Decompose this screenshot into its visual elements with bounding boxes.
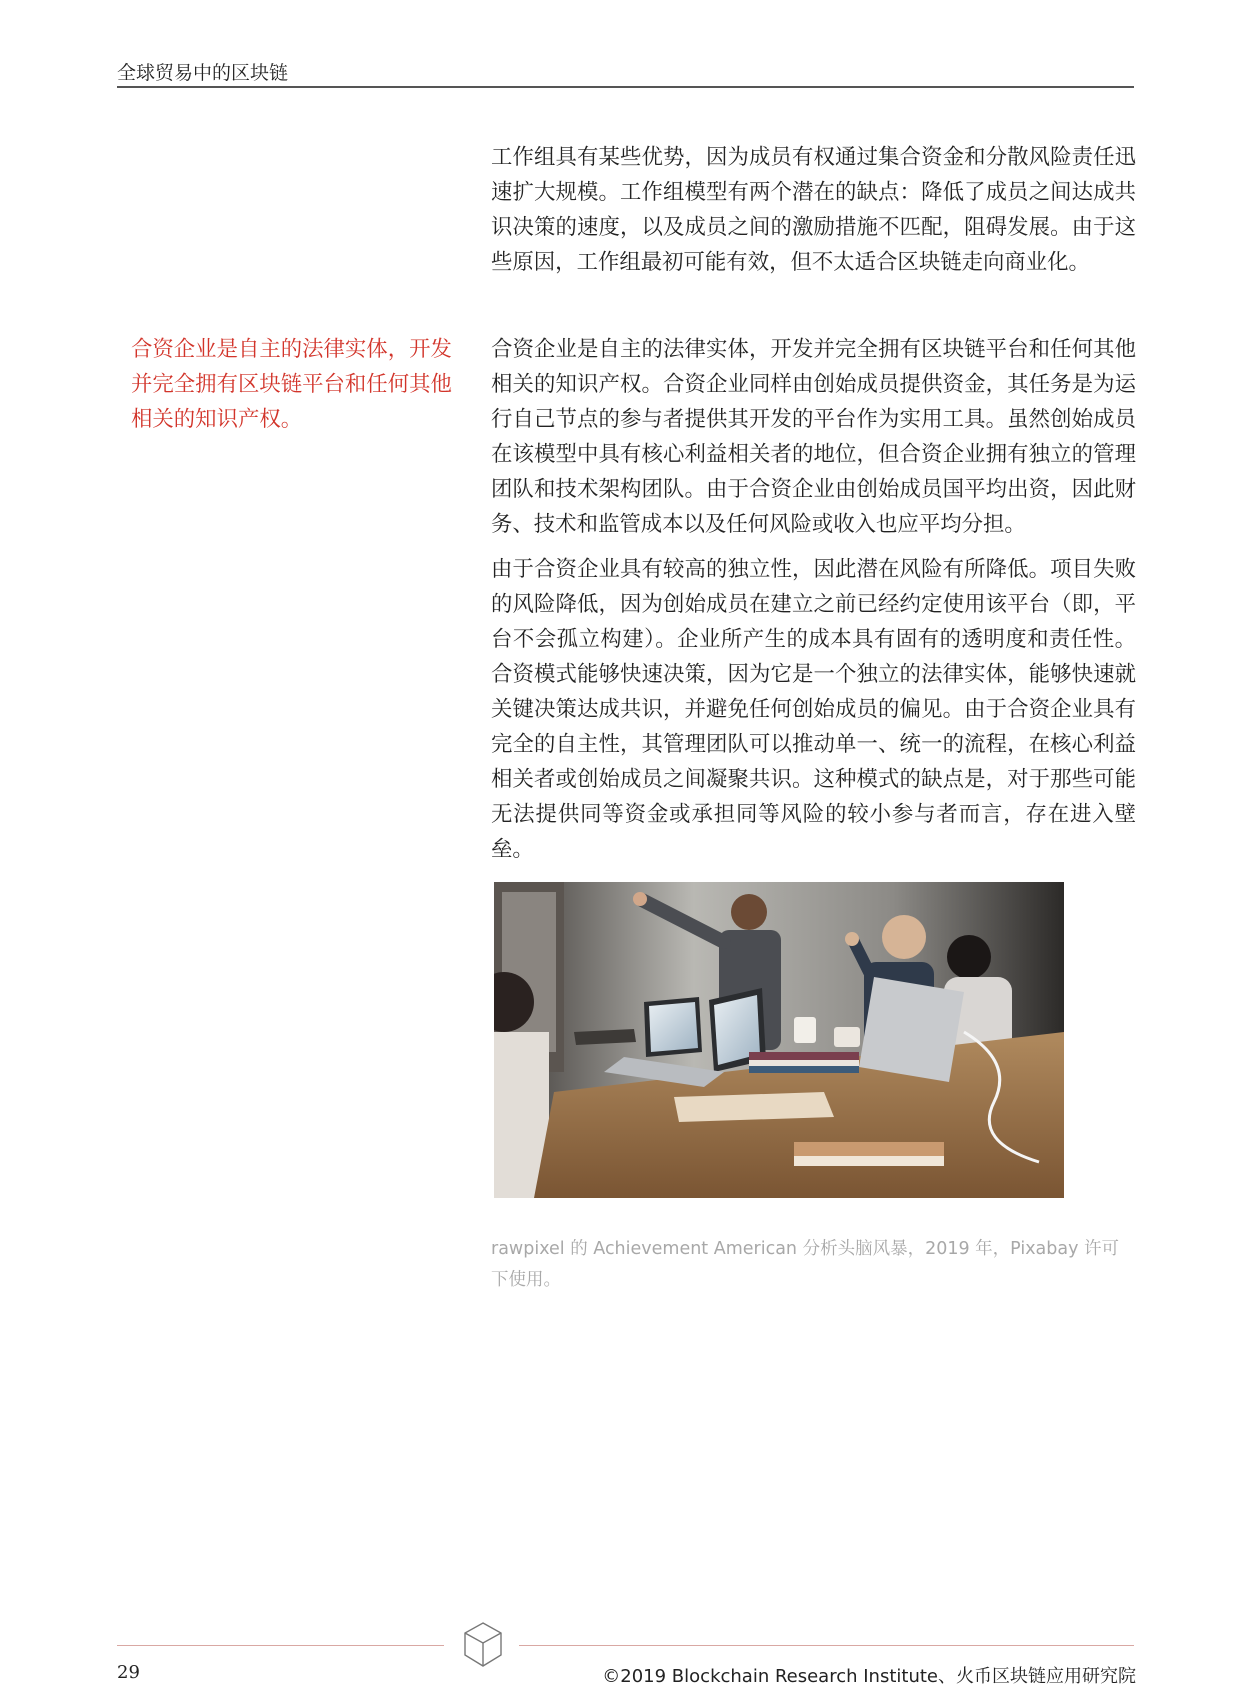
running-header: 全球贸易中的区块链	[117, 62, 289, 84]
copyright-notice: ©2019 Blockchain Research Institute、火币区块链应用研究院	[602, 1666, 1136, 1687]
footer-divider-left	[117, 1645, 444, 1646]
pull-quote: 合资企业是自主的法律实体，开发并完全拥有区块链平台和任何其他相关的知识产权。	[131, 337, 452, 432]
cube-icon	[461, 1620, 505, 1670]
body-paragraph-1: 工作组具有某些优势，因为成员有权通过集合资金和分散风险责任迅速扩大规模。工作组模型有两个潜在的缺点：降低了成员之间达成共识决策的速度，以及成员之间的激励措施不匹配，阻碍发展。由于这些原因，工作组最初可能有效，但不太适合区块链走向商业化。	[491, 145, 1136, 275]
footer-divider-right	[519, 1645, 1134, 1646]
meeting-photo	[494, 882, 1064, 1198]
image-caption: rawpixel 的 Achievement American 分析头脑风暴，2019 年，Pixabay 许可下使用。	[491, 1239, 1120, 1290]
page-number: 29	[117, 1662, 140, 1683]
body-paragraph-2: 合资企业是自主的法律实体，开发并完全拥有区块链平台和任何其他相关的知识产权。合资企业同样由创始成员提供资金，其任务是为运行自己节点的参与者提供其开发的平台作为实用工具。虽然创始成员在该模型中具有核心利益相关者的地位，但合资企业拥有独立的管理团队和技术架构团队。由于合资企业由创始成员国平均出资，因此财务、技术和监管成本以及任何风险或收入也应平均分担。	[491, 337, 1136, 537]
body-paragraph-3: 由于合资企业具有较高的独立性，因此潜在风险有所降低。项目失败的风险降低，因为创始成员在建立之前已经约定使用该平台（即，平台不会孤立构建）。企业所产生的成本具有固有的透明度和责任性。合资模式能够快速决策，因为它是一个独立的法律实体，能够快速就关键决策达成共识，并避免任何创始成员的偏见。由于合资企业具有完全的自主性，其管理团队可以推动单一、统一的流程，在核心利益相关者或创始成员之间凝聚共识。这种模式的缺点是，对于那些可能无法提供同等资金或承担同等风险的较小参与者而言，存在进入壁垒。	[491, 557, 1136, 862]
header-divider	[117, 86, 1134, 88]
